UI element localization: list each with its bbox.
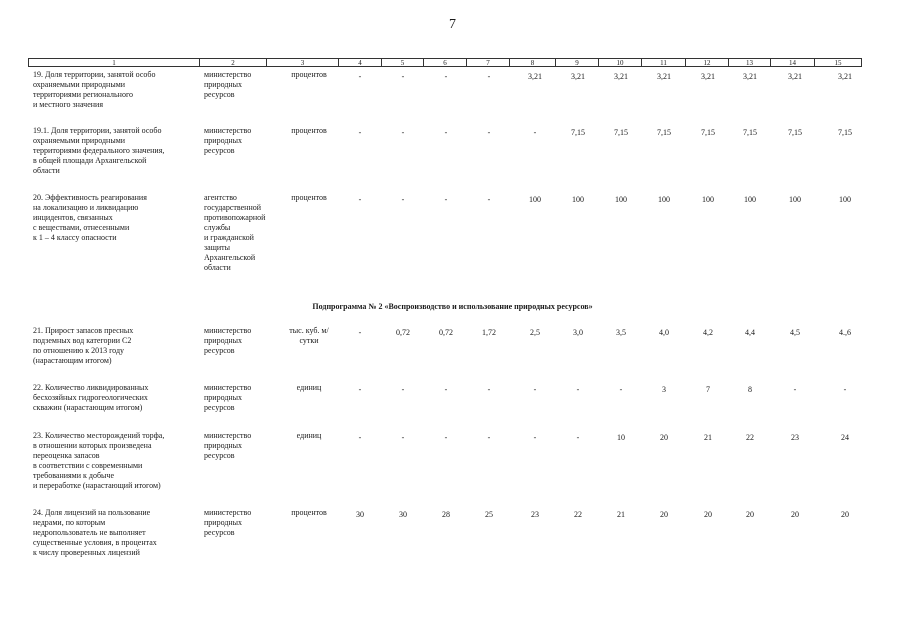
value-cell: 100 xyxy=(615,195,627,204)
value-cell: 0,72 xyxy=(396,328,410,337)
value-cell: - xyxy=(533,128,537,137)
unit-of-measure: процентов xyxy=(291,508,327,517)
value-cell: 3,21 xyxy=(571,72,585,81)
value-cell: - xyxy=(401,195,405,204)
header-col-13: 13 xyxy=(729,58,771,67)
value-cell: - xyxy=(793,385,797,394)
indicator-name: 23. Количество месторождений торфа, в отношении которых произведена переоценка запасов в соответствии с современными требованиями к добыче и переработке (нарастающий итогом) xyxy=(33,431,165,490)
value-cell: - xyxy=(444,72,448,81)
value-cell: - xyxy=(533,433,537,442)
value-cell: 28 xyxy=(442,510,450,519)
responsible-organization: министерство природных ресурсов xyxy=(204,431,252,460)
value-cell: - xyxy=(358,385,362,394)
value-cell: 3,0 xyxy=(573,328,583,337)
header-col-8: 8 xyxy=(510,58,556,67)
value-cell: 7,15 xyxy=(571,128,585,137)
value-cell: 3,21 xyxy=(838,72,852,81)
value-cell: 7,15 xyxy=(743,128,757,137)
value-cell: - xyxy=(444,433,448,442)
header-col-4: 4 xyxy=(339,58,382,67)
header-col-10: 10 xyxy=(599,58,642,67)
header-col-2: 2 xyxy=(200,58,267,67)
value-cell: 100 xyxy=(658,195,670,204)
responsible-organization: министерство природных ресурсов xyxy=(204,508,252,537)
unit-of-measure: процентов xyxy=(291,193,327,202)
header-col-1: 1 xyxy=(28,58,200,67)
value-cell: - xyxy=(401,128,405,137)
indicator-name: 19.1. Доля территории, занятой особо охраняемыми природными территориями федерального значения, в общей площади Архангельской области xyxy=(33,126,165,175)
value-cell: 20 xyxy=(660,510,668,519)
responsible-organization: министерство природных ресурсов xyxy=(204,383,252,412)
value-cell: 30 xyxy=(399,510,407,519)
value-cell: 24 xyxy=(841,433,849,442)
value-cell: 4,0 xyxy=(659,328,669,337)
value-cell: 100 xyxy=(744,195,756,204)
value-cell: - xyxy=(358,328,362,337)
unit-of-measure: единиц xyxy=(296,383,322,392)
header-col-3: 3 xyxy=(267,58,339,67)
value-cell: 7,15 xyxy=(788,128,802,137)
value-cell: 100 xyxy=(839,195,851,204)
responsible-organization: министерство природных ресурсов xyxy=(204,126,252,155)
value-cell: - xyxy=(444,385,448,394)
value-cell: 8 xyxy=(748,385,752,394)
header-col-14: 14 xyxy=(771,58,815,67)
subprogram-title: Подпрограмма № 2 «Воспроизводство и использование природных ресурсов» xyxy=(312,302,593,311)
header-col-6: 6 xyxy=(424,58,467,67)
value-cell: - xyxy=(401,433,405,442)
responsible-organization: агентство государственной противопожарной службы и гражданской защиты Архангельской области xyxy=(204,193,266,272)
value-cell: 1,72 xyxy=(482,328,496,337)
value-cell: 22 xyxy=(574,510,582,519)
value-cell: 3,21 xyxy=(701,72,715,81)
unit-of-measure: единиц xyxy=(296,431,322,440)
header-col-12: 12 xyxy=(686,58,729,67)
value-cell: 20 xyxy=(660,433,668,442)
value-cell: 7 xyxy=(706,385,710,394)
value-cell: 3,21 xyxy=(743,72,757,81)
value-cell: 7,15 xyxy=(657,128,671,137)
value-cell: - xyxy=(444,128,448,137)
value-cell: - xyxy=(401,385,405,394)
value-cell: - xyxy=(358,433,362,442)
value-cell: - xyxy=(444,195,448,204)
value-cell: 4.,6 xyxy=(839,328,851,337)
indicator-name: 20. Эффективность реагирования на локализацию и ликвидацию инцидентов, связанных с веществами, отнесенными к 1 – 4 классу опасности xyxy=(33,193,147,242)
value-cell: 21 xyxy=(704,433,712,442)
value-cell: 7,15 xyxy=(701,128,715,137)
value-cell: 23 xyxy=(531,510,539,519)
value-cell: 100 xyxy=(702,195,714,204)
indicator-name: 19. Доля территории, занятой особо охраняемыми природными территориями регионального и местного значения xyxy=(33,70,156,109)
value-cell: - xyxy=(358,195,362,204)
value-cell: 3 xyxy=(662,385,666,394)
value-cell: 4,5 xyxy=(790,328,800,337)
value-cell: - xyxy=(358,72,362,81)
value-cell: 100 xyxy=(789,195,801,204)
value-cell: 3,5 xyxy=(616,328,626,337)
header-col-15: 15 xyxy=(815,58,862,67)
unit-of-measure: процентов xyxy=(291,126,327,135)
value-cell: 10 xyxy=(617,433,625,442)
unit-of-measure: тыс. куб. м/ сутки xyxy=(289,326,329,345)
header-col-5: 5 xyxy=(382,58,424,67)
value-cell: - xyxy=(533,385,537,394)
indicator-name: 24. Доля лицензий на пользование недрами, по которым недропользователь не выполняет существенные условия, в процентах к числу проверенных лицензий xyxy=(33,508,157,557)
value-cell: - xyxy=(487,195,491,204)
value-cell: 7,15 xyxy=(614,128,628,137)
value-cell: - xyxy=(487,385,491,394)
value-cell: - xyxy=(843,385,847,394)
value-cell: - xyxy=(576,433,580,442)
responsible-organization: министерство природных ресурсов xyxy=(204,326,252,355)
value-cell: 4,2 xyxy=(703,328,713,337)
header-col-11: 11 xyxy=(642,58,686,67)
value-cell: 3,21 xyxy=(657,72,671,81)
header-col-7: 7 xyxy=(467,58,510,67)
header-col-9: 9 xyxy=(556,58,599,67)
value-cell: 22 xyxy=(746,433,754,442)
value-cell: 20 xyxy=(704,510,712,519)
value-cell: 7,15 xyxy=(838,128,852,137)
value-cell: 100 xyxy=(529,195,541,204)
value-cell: 3,21 xyxy=(788,72,802,81)
value-cell: 100 xyxy=(572,195,584,204)
indicator-name: 22. Количество ликвидированных бесхозяйных гидрогеологических скважин (нарастающим итогом) xyxy=(33,383,149,412)
value-cell: - xyxy=(487,433,491,442)
indicator-name: 21. Прирост запасов пресных подземных вод категории С2 по отношению к 2013 году (нарастающим итогом) xyxy=(33,326,134,365)
value-cell: 23 xyxy=(791,433,799,442)
value-cell: - xyxy=(358,128,362,137)
value-cell: - xyxy=(619,385,623,394)
unit-of-measure: процентов xyxy=(291,70,327,79)
value-cell: 20 xyxy=(791,510,799,519)
value-cell: 4,4 xyxy=(745,328,755,337)
value-cell: - xyxy=(487,128,491,137)
value-cell: 20 xyxy=(841,510,849,519)
value-cell: 3,21 xyxy=(528,72,542,81)
page-number: 7 xyxy=(449,17,456,32)
value-cell: 30 xyxy=(356,510,364,519)
value-cell: - xyxy=(487,72,491,81)
value-cell: 20 xyxy=(746,510,754,519)
value-cell: 25 xyxy=(485,510,493,519)
value-cell: 21 xyxy=(617,510,625,519)
value-cell: 2,5 xyxy=(530,328,540,337)
value-cell: 0,72 xyxy=(439,328,453,337)
value-cell: - xyxy=(576,385,580,394)
value-cell: 3,21 xyxy=(614,72,628,81)
value-cell: - xyxy=(401,72,405,81)
responsible-organization: министерство природных ресурсов xyxy=(204,70,252,99)
